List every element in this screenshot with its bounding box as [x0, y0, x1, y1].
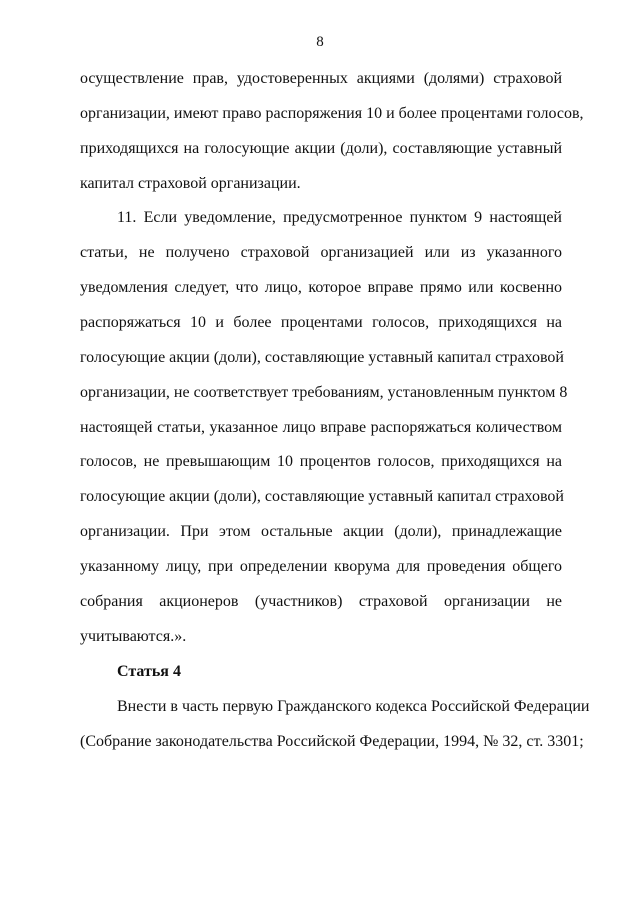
text-line: 11. Если уведомление, предусмотренное пунктом 9 настоящей	[117, 209, 562, 226]
text-line: организации, имеют право распоряжения 10 и более процентами голосов,	[80, 105, 584, 122]
article-heading: Статья 4	[117, 663, 181, 680]
text-line: осуществление прав, удостоверенных акциями (долями) страховой	[80, 70, 562, 87]
text-line: учитываются.».	[80, 628, 187, 645]
text-line: распоряжаться 10 и более процентами голосов, приходящихся на	[80, 314, 562, 331]
text-line: собрания акционеров (участников) страховой организации не	[80, 593, 562, 610]
text-line: Внести в часть первую Гражданского кодекса Российской Федерации	[117, 698, 590, 715]
text-line: указанному лицу, при определении кворума для проведения общего	[80, 558, 562, 575]
text-line: голосующие акции (доли), составляющие уставный капитал страховой	[80, 349, 564, 366]
text-line: приходящихся на голосующие акции (доли), составляющие уставный	[80, 140, 562, 157]
text-line: статьи, не получено страховой организацией или из указанного	[80, 244, 562, 261]
text-line: организации, не соответствует требованиям, установленным пунктом 8	[80, 384, 568, 401]
text-line: капитал страховой организации.	[80, 175, 301, 192]
text-line: уведомления следует, что лицо, которое вправе прямо или косвенно	[80, 279, 562, 296]
page-number: 8	[316, 34, 324, 50]
text-line: (Собрание законодательства Российской Федерации, 1994, № 32, ст. 3301;	[80, 733, 584, 750]
text-line: настоящей статьи, указанное лицо вправе распоряжаться количеством	[80, 419, 562, 436]
text-line: голосующие акции (доли), составляющие уставный капитал страховой	[80, 488, 564, 505]
text-line: голосов, не превышающим 10 процентов голосов, приходящихся на	[80, 453, 562, 470]
text-line: организации. При этом остальные акции (доли), принадлежащие	[80, 523, 562, 540]
